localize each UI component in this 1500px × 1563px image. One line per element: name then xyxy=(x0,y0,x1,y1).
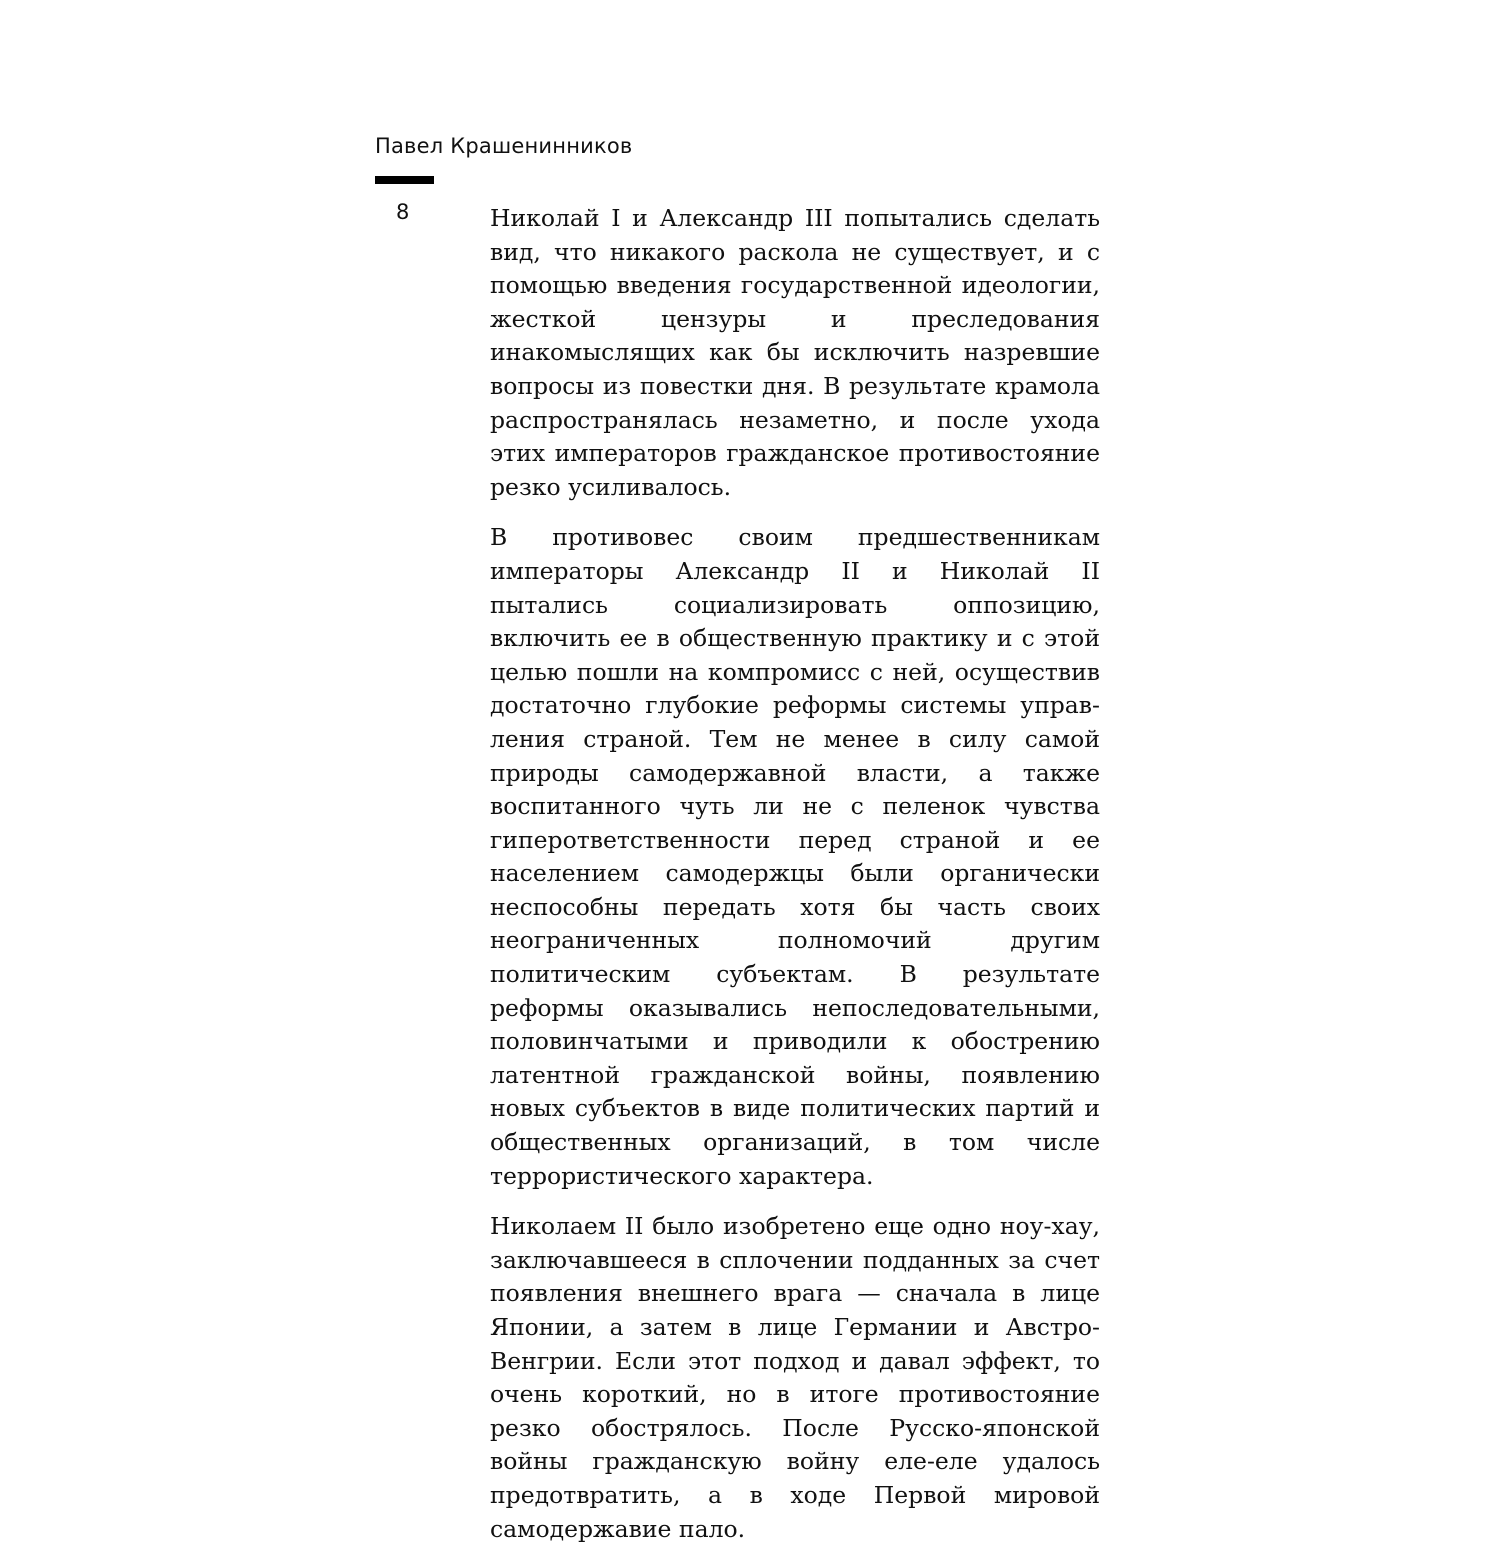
paragraph: Николаем II было изобретено еще одно ноу-хау, заключавшееся в сплочении подданных за счет появления внешнего врага — сначала в лице Японии, а затем в лице Германии и Австро-Венгрии. Если этот подход и давал эффект, то очень короткий, но в итоге противостояние резко обострялось. После Русско-японской войны гражданскую войну еле-еле удалось предотвратить, а в ходе Первой мировой самодержавие пало. xyxy=(490,1212,1100,1543)
page-number: 8 xyxy=(396,200,410,224)
body-text xyxy=(490,202,1100,1563)
paragraph: В противовес своим предшественникам императоры Александр II и Николай II пытались социализировать оппозицию, включить ее в общественную практику и с этой целью пошли на компромисс с ней, осуществив достаточно глубокие реформы системы управления страной. Тем не менее в силу самой природы самодержавной власти, а также воспитанного чуть ли не с пеленок чувства гиперответственности перед страной и ее населением самодержцы были органически неспособны передать хотя бы часть своих неограниченных полномочий другим политическим субъектам. В результате реформы оказывались непоследовательными, половинчатыми и приводили к обострению латентной гражданской войны, появлению новых субъектов в виде политических партий и общественных организаций, в том числе террористического характера. xyxy=(490,523,1100,1190)
paragraph: Николай I и Александр III попытались сделать вид, что никакого раскола не существует, и с помощью введения государственной идеологии, жесткой цензуры и преследования инакомыслящих как бы исключить назревшие вопросы из повестки дня. В результате крамола распространялась незаметно, и после ухода этих императоров гражданское противостояние резко усиливалось. xyxy=(490,204,1100,501)
running-head-author: Павел Крашенинников xyxy=(375,134,633,158)
header-rule xyxy=(375,176,434,184)
